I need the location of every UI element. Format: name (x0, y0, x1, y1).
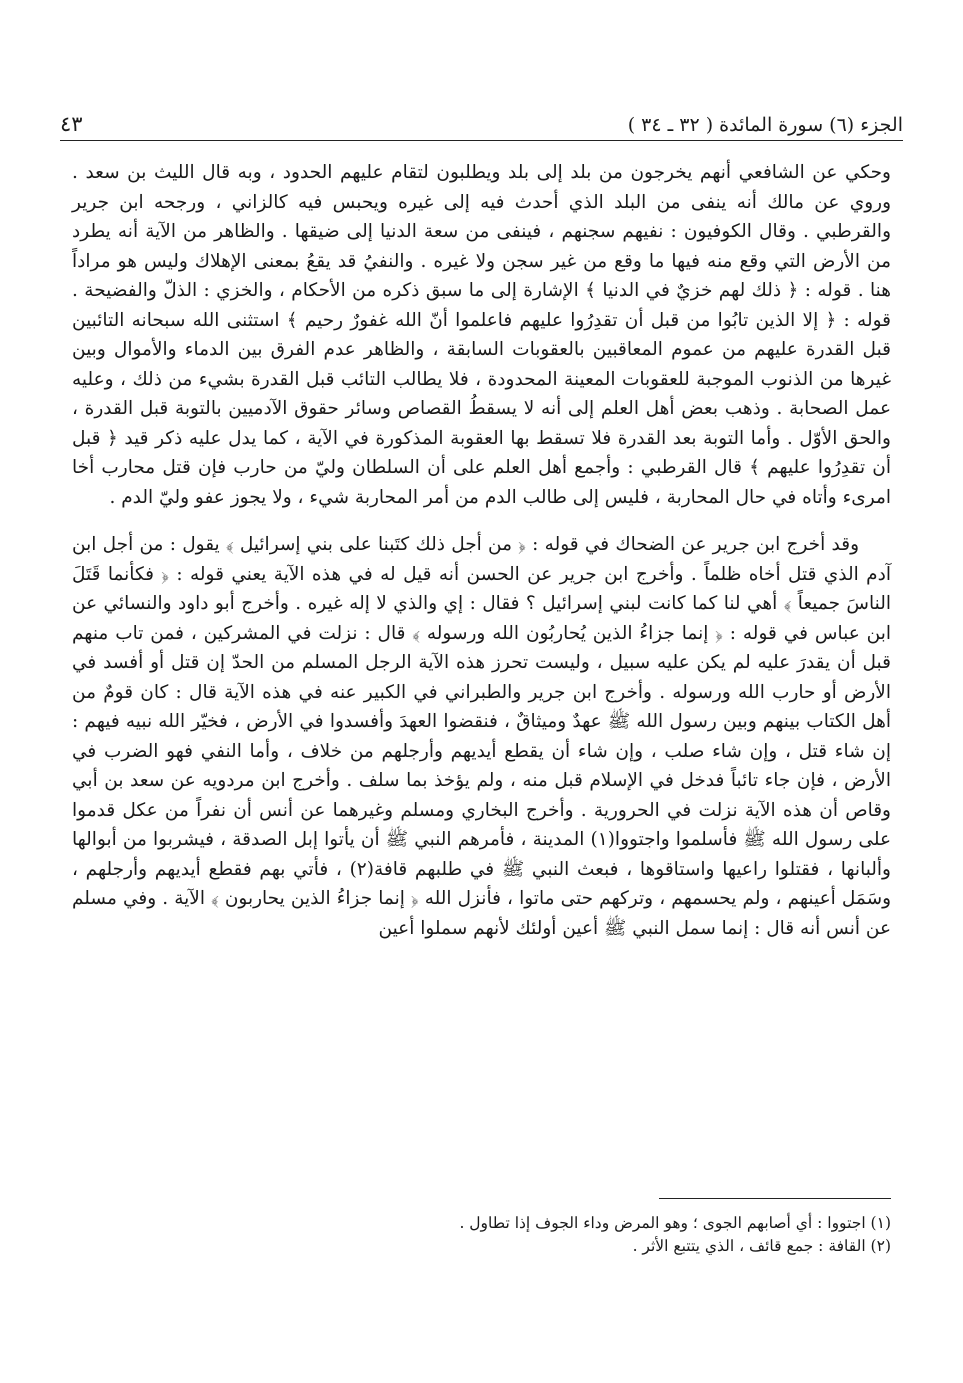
footnote-1: (١) اجتووا : أي أصابهم الجوى ؛ وهو المرض وداء الجوف إذا تطاول . (459, 1214, 891, 1232)
page-number: ٤٣ (60, 112, 83, 136)
paragraph-1: وحكي عن الشافعي أنهم يخرجون من بلد إلى بلد ويطلبون لتقام عليهم الحدود ، وبه قال الليث بن سعد . وروي عن مالك أنه ينفى من البلد الذي أحدث فيه إلى غيره ويحبس فيه كالزاني ، ورجحه ابن جرير والقرطبي . وقال الكوفيون : نفيهم سجنهم ، فينفى من سعة الدنيا إلى ضيقها . والظاهر من الآية أنه يطرد من الأرض التي وقع منه فيها ما وقع من غير سجن ولا غيره . والنفيُ قد يقعُ بمعنى الإهلاك وليس هو مراداً هنا . قوله : ﴿ ذلك لهم خزيٌ في الدنيا ﴾ الإشارة إلى ما سبق ذكره من الأحكام ، والخزي : الذلّ والفضيحة . قوله : ﴿ إلا الذين تابُوا من قبل أن تقدِرُوا عليهم فاعلموا أنّ الله غفورٌ رحيم ﴾ استثنى الله سبحانه التائبين قبل القدرة عليهم من عموم المعاقبين بالعقوبات السابقة ، والظاهر عدم الفرق بين الدماء والأموال وبين غيرها من الذنوب الموجبة للعقوبات المعينة المحدودة ، فلا يطالب التائب قبل القدرة بشيء من ذلك ، وعليه عمل الصحابة . وذهب بعض أهل العلم إلى أنه لا يسقطُ القصاص وسائر حقوق الآدميين بالتوبة قبل القدرة ، والحق الأوّل . وأما التوبة بعد القدرة فلا تسقط بها العقوبة المذكورة في الآية ، كما يدل عليه ذكر قيد ﴿ قبل أن تقدِرُوا عليهم ﴾ قال القرطبي : وأجمع أهل العلم على أن السلطان وليّ من حارب فإن قتل محارب أخا امرىء وأتاه في حال المحاربة ، فليس إلى طالب الدم من أمر المحاربة شيء ، ولا يجوز عفو وليّ الدم . (72, 162, 891, 508)
page-header (60, 100, 903, 141)
footnotes (72, 1212, 891, 1258)
paragraph-2: وقد أخرج ابن جرير عن الضحاك في قوله : ﴿ من أجل ذلك كتَبنا على بني إسرائيل ﴾ يقول : من أجل ابن آدم الذي قتل أخاه ظلماً . وأخرج ابن جرير عن الحسن أنه قيل له في هذه الآية يعني قوله : ﴿ فكأنما قَتَلَ الناسَ جميعاً ﴾ أهي لنا كما كانت لبني إسرائيل ؟ فقال : إي والذي لا إله غيره . وأخرج أبو داود والنسائي عن ابن عباس في قوله : ﴿ إنما جزاءُ الذين يُحاربُون الله ورسوله ﴾ قال : نزلت في المشركين ، فمن تاب منهم قبل أن يقدرَ عليه لم يكن عليه سبيل ، وليست تحرز هذه الآية الرجل المسلم من الحدّ إن قتل أو أفسد في الأرض أو حارب الله ورسوله . وأخرج ابن جرير والطبراني في الكبير عنه في هذه الآية قال : كان قومٌ من أهل الكتاب بينهم وبين رسول الله ﷺ عهدٌ وميثاقٌ ، فنقضوا العهدَ وأفسدوا في الأرض ، فخيّر الله نبيه فيهم : إن شاء قتل ، وإن شاء صلب ، وإن شاء أن يقطع أيديهم وأرجلهم من خلاف ، وأما النفي فهو الضرب في الأرض ، فإن جاء تائباً فدخل في الإسلام قبل منه ، ولم يؤخذ بما سلف . وأخرج ابن مردويه عن سعد بن أبي وقاص أن هذه الآية نزلت في الحرورية . وأخرج البخاري ومسلم وغيرهما عن أنس أن نفراً من عكل قدموا على رسول الله ﷺ فأسلموا واجتووا(١) المدينة ، فأمرهم النبي ﷺ أن يأتوا إبل الصدقة ، فيشربوا من أبوالها وألبانها ، فقتلوا راعيها واستاقوها ، فبعث النبي ﷺ في طلبهم قافة(٢) ، فأتي بهم فقطع أيديهم وأرجلهم ، وسَمَل أعينهم ، ولم يحسمهم ، وتركهم حتى ماتوا ، فأنزل الله ﴿ إنما جزاءُ الذين يحاربون ﴾ الآية . وفي مسلم عن أنس أنه قال : إنما سمل النبي ﷺ أعين أولئك لأنهم سملوا أعين (72, 534, 891, 939)
footnote-2: (٢) القافة : جمع قائف ، الذي يتتبع الأثر . (632, 1237, 891, 1255)
running-title: الجزء (٦) سورة المائدة ( ٣٢ ـ ٣٤ ) (627, 114, 903, 136)
footnote-divider (659, 1198, 891, 1199)
body-text (72, 158, 891, 943)
